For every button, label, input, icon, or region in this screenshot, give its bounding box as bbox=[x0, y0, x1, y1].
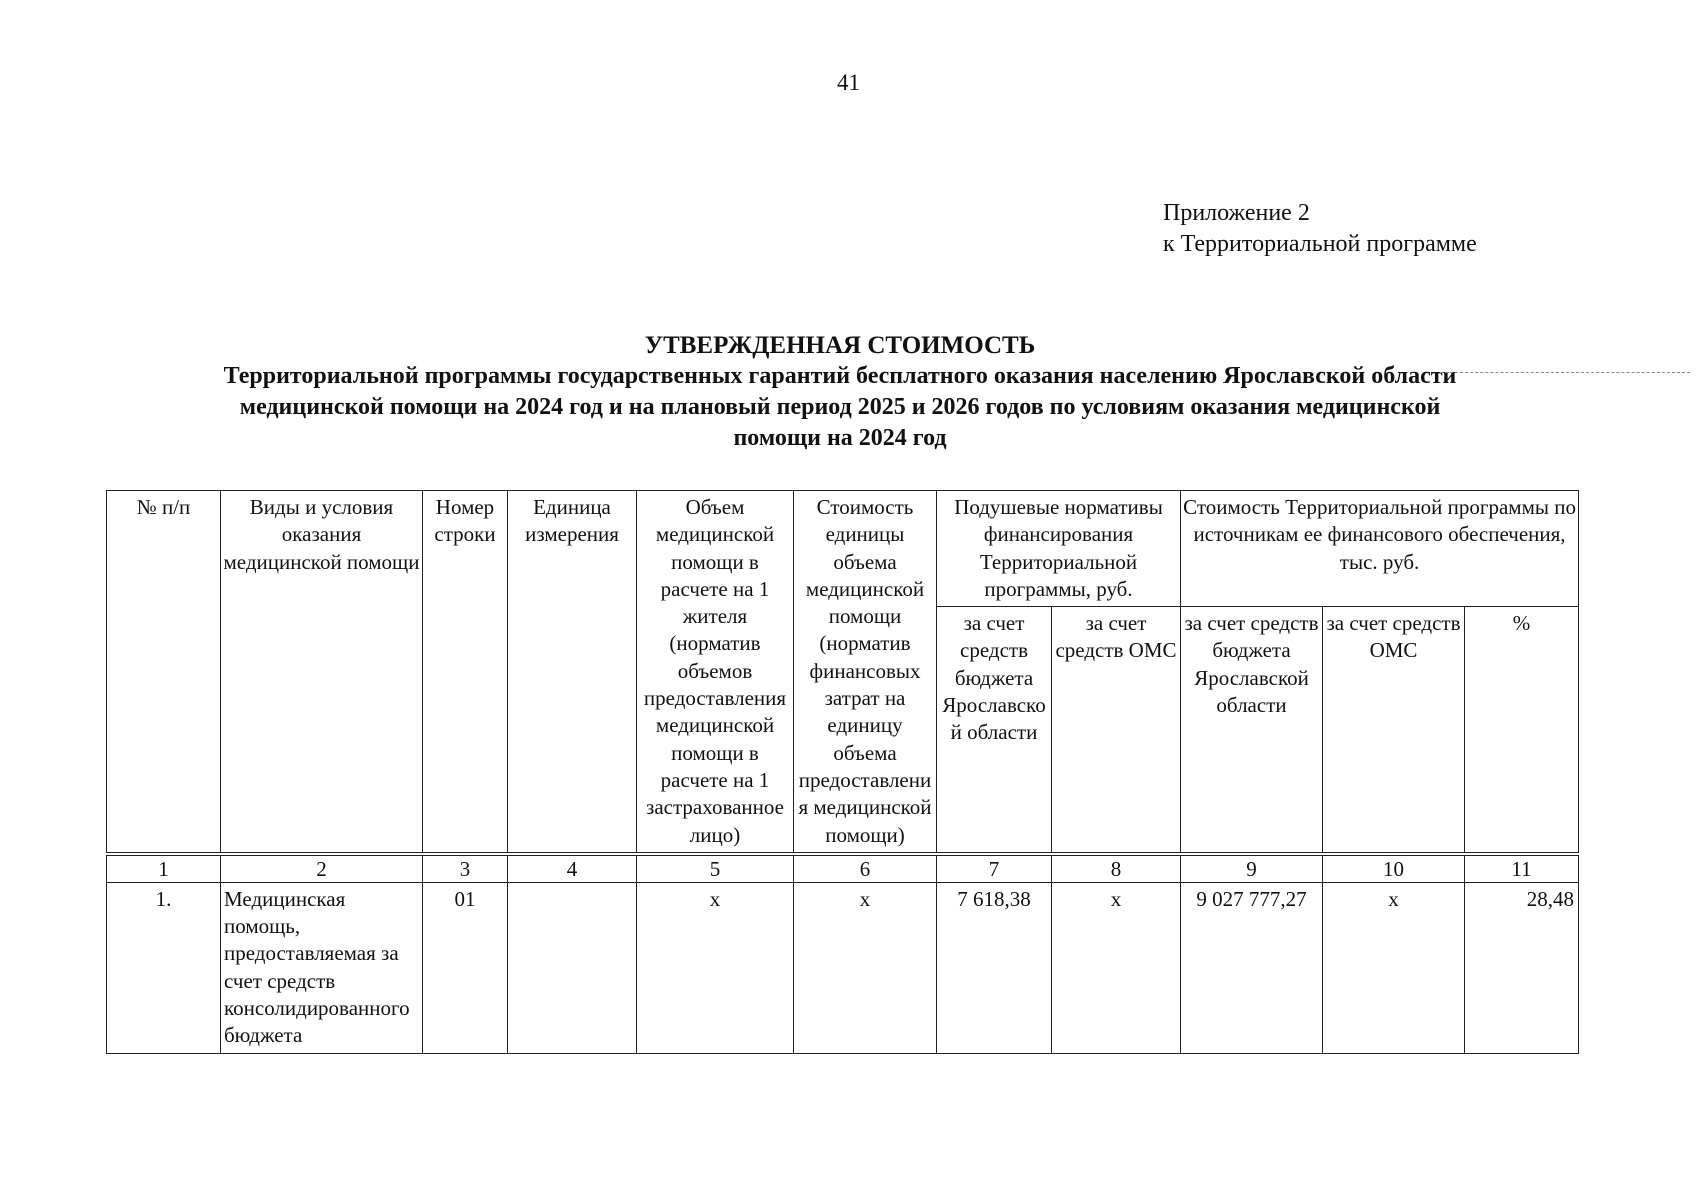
title-main: УТВЕРЖДЕННАЯ СТОИМОСТЬ bbox=[644, 332, 1036, 359]
cell-volume: х bbox=[637, 882, 794, 1053]
column-number-row bbox=[107, 854, 1579, 883]
cost-table bbox=[106, 490, 1579, 1054]
header-cost-budget: за счет средств бюджета Ярославской области bbox=[1181, 607, 1323, 854]
column-number: 3 bbox=[423, 854, 508, 883]
title-sub-line-3: помощи на 2024 год bbox=[733, 425, 947, 451]
header-group-per-capita: Подушевые нормативы финансирования Территориальной программы, руб. bbox=[937, 491, 1181, 607]
header-per-capita-oms: за счет средств ОМС bbox=[1052, 607, 1181, 854]
column-number: 7 bbox=[937, 854, 1052, 883]
appendix-note bbox=[1163, 198, 1477, 260]
header-line-number: Номер строки bbox=[423, 491, 508, 854]
cell-type: Медицинская помощь, предоставляемая за счет средств консолидированного бюджета bbox=[221, 882, 423, 1053]
cell-percent: 28,48 bbox=[1465, 882, 1579, 1053]
title-sub-line-1: Территориальной программы государственных гарантий бесплатного оказания населению Ярославской области bbox=[223, 363, 1457, 389]
cell-no: 1. bbox=[107, 882, 221, 1053]
cell-per-capita-oms: х bbox=[1052, 882, 1181, 1053]
header-percent: % bbox=[1465, 607, 1579, 854]
header-no: № п/п bbox=[107, 491, 221, 854]
header-unit: Единица измерения bbox=[508, 491, 637, 854]
column-number: 1 bbox=[107, 854, 221, 883]
header-group-cost: Стоимость Территориальной программы по источникам ее финансового обеспечения, тыс. руб. bbox=[1181, 491, 1579, 607]
header-unit-cost: Стоимость единицы объема медицинской помощи (норматив финансовых затрат на единицу объема предоставления медицинской помощи) bbox=[794, 491, 937, 854]
cell-unit-cost: х bbox=[794, 882, 937, 1053]
column-number: 4 bbox=[508, 854, 637, 883]
page-number: 41 bbox=[837, 70, 860, 95]
column-number: 11 bbox=[1465, 854, 1579, 883]
table-row bbox=[107, 882, 1579, 1053]
scan-dash-line bbox=[1440, 372, 1690, 373]
title-sub-line-2: медицинской помощи на 2024 год и на плановый период 2025 и 2026 годов по условиям оказания медицинской bbox=[239, 394, 1441, 420]
cell-unit bbox=[508, 882, 637, 1053]
cell-per-capita-budget: 7 618,38 bbox=[937, 882, 1052, 1053]
column-number: 8 bbox=[1052, 854, 1181, 883]
appendix-line-1: Приложение 2 bbox=[1163, 200, 1310, 226]
cell-line-number: 01 bbox=[423, 882, 508, 1053]
header-type: Виды и условия оказания медицинской помощи bbox=[221, 491, 423, 854]
cell-cost-oms: х bbox=[1323, 882, 1465, 1053]
column-number: 9 bbox=[1181, 854, 1323, 883]
header-per-capita-budget: за счет средств бюджета Ярославской области bbox=[937, 607, 1052, 854]
header-cost-oms: за счет средств ОМС bbox=[1323, 607, 1465, 854]
appendix-line-2: к Территориальной программе bbox=[1163, 231, 1477, 257]
column-number: 6 bbox=[794, 854, 937, 883]
document-title bbox=[100, 330, 1580, 454]
column-number: 2 bbox=[221, 854, 423, 883]
cell-cost-budget: 9 027 777,27 bbox=[1181, 882, 1323, 1053]
column-number: 5 bbox=[637, 854, 794, 883]
column-number: 10 bbox=[1323, 854, 1465, 883]
header-row-1 bbox=[107, 491, 1579, 607]
header-volume: Объем медицинской помощи в расчете на 1 жителя (норматив объемов предоставления медицинской помощи в расчете на 1 застрахованное лицо) bbox=[637, 491, 794, 854]
